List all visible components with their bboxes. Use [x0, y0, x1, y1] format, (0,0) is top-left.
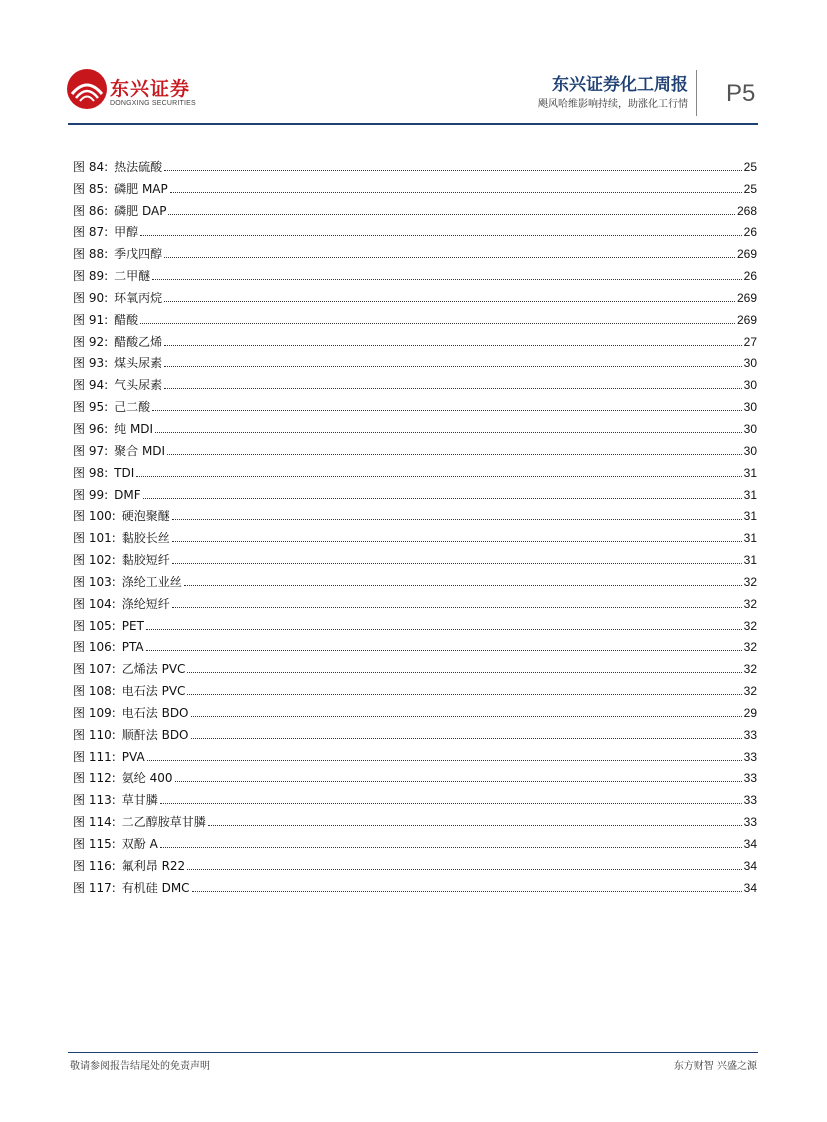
toc-entry-page: 33: [743, 793, 757, 808]
toc-entry-label: [73, 422, 153, 436]
page-number: P5: [726, 80, 756, 107]
toc-entry[interactable]: [73, 654, 757, 676]
toc-entry-number: 图 105:: [73, 618, 116, 633]
toc-entry[interactable]: [73, 829, 757, 851]
toc-leader-dots: [192, 891, 742, 892]
toc-entry-title: 甲醇: [114, 225, 139, 240]
toc-entry[interactable]: [73, 764, 757, 786]
dongxing-logo: [66, 68, 206, 114]
toc-entry-page: 31: [743, 509, 757, 524]
footer-disclaimer: 敬请参阅报告结尾处的免责声明: [70, 1061, 210, 1072]
toc-entry-number: 图 116:: [73, 858, 116, 873]
toc-leader-dots: [140, 323, 735, 324]
toc-leader-dots: [172, 563, 742, 564]
toc-entry-page: 30: [743, 378, 757, 393]
toc-leader-dots: [187, 672, 741, 673]
toc-entry-label: [73, 313, 138, 327]
toc-entry-title: 氨纶 400: [121, 771, 173, 786]
toc-entry-title: 黏胶短纤: [121, 553, 170, 568]
toc-entry-number: 图 108:: [73, 684, 116, 699]
toc-entry-page: 25: [743, 181, 757, 196]
toc-entry-number: 图 84:: [73, 159, 109, 174]
toc-leader-dots: [140, 235, 741, 236]
toc-entry-title: 电石法 BDO: [121, 705, 189, 720]
toc-leader-dots: [170, 192, 742, 193]
toc-entry[interactable]: [73, 589, 757, 611]
toc-leader-dots: [175, 781, 742, 782]
toc-entry-page: 31: [743, 553, 757, 568]
toc-entry-label: [73, 750, 145, 764]
toc-entry-title: 煤头尿素: [114, 356, 163, 371]
toc-entry-page: 30: [743, 400, 757, 415]
toc-entry[interactable]: [73, 152, 757, 174]
toc-entry[interactable]: [73, 785, 757, 807]
toc-entry[interactable]: [73, 305, 757, 327]
toc-entry-number: 图 102:: [73, 553, 116, 568]
toc-entry-title: 双酚 A: [121, 837, 158, 851]
toc-entry-page: 33: [743, 749, 757, 764]
toc-entry-title: 热法硫酸: [114, 159, 163, 174]
toc-entry[interactable]: [73, 545, 757, 567]
toc-leader-dots: [152, 279, 741, 280]
toc-leader-dots: [187, 869, 741, 870]
toc-entry-page: 27: [743, 334, 757, 349]
toc-entry-page: 32: [743, 618, 757, 633]
toc-leader-dots: [152, 410, 741, 411]
toc-entry-page: 269: [736, 247, 757, 262]
toc-entry-number: 图 100:: [73, 509, 116, 524]
toc-leader-dots: [172, 519, 742, 520]
toc-entry-label: [73, 771, 173, 785]
toc-entry-label: [73, 662, 185, 676]
toc-leader-dots: [167, 454, 742, 455]
toc-entry-label: [73, 684, 185, 698]
toc-leader-dots: [184, 585, 742, 586]
toc-entry-page: 30: [743, 443, 757, 458]
toc-entry[interactable]: [73, 370, 757, 392]
report-subtitle: 飓风哈维影响持续，助涨化工行情: [538, 99, 688, 110]
toc-entry-page: 34: [743, 858, 757, 873]
toc-entry-title: 草甘膦: [121, 793, 158, 808]
toc-leader-dots: [164, 301, 735, 302]
toc-entry-label: [73, 640, 144, 654]
toc-leader-dots: [191, 716, 742, 717]
toc-entry-label: [73, 204, 166, 218]
toc-entry-number: 图 96:: [73, 421, 109, 436]
toc-entry-label: [73, 553, 170, 567]
toc-entry-page: 33: [743, 771, 757, 786]
toc-entry-page: 32: [743, 574, 757, 589]
toc-entry-title: 二甲醚: [114, 269, 151, 284]
toc-entry-title: 醋酸: [114, 312, 139, 327]
toc-entry-number: 图 88:: [73, 247, 109, 262]
toc-entry-label: [73, 728, 189, 742]
toc-entry-label: [73, 335, 162, 349]
toc-entry-page: 34: [743, 880, 757, 895]
toc-entry-number: 图 89:: [73, 269, 109, 284]
toc-entry[interactable]: [73, 633, 757, 655]
toc-entry-title: 纯 MDI: [114, 421, 154, 436]
toc-entry-number: 图 98:: [73, 465, 109, 480]
toc-leader-dots: [187, 694, 741, 695]
toc-entry[interactable]: [73, 283, 757, 305]
toc-entry-page: 32: [743, 662, 757, 677]
toc-entry-page: 31: [743, 465, 757, 480]
toc-entry-title: 磷肥 MAP: [114, 181, 168, 196]
toc-entry[interactable]: [73, 807, 757, 829]
toc-entry[interactable]: [73, 174, 757, 196]
toc-leader-dots: [191, 738, 742, 739]
toc-entry-title: 己二酸: [114, 400, 151, 415]
toc-entry-page: 32: [743, 640, 757, 655]
toc-entry-page: 26: [743, 225, 757, 240]
header-rule: [68, 123, 758, 125]
toc-entry-page: 31: [743, 487, 757, 502]
toc-entry-title: 顺酐法 BDO: [121, 727, 189, 742]
toc-leader-dots: [172, 541, 742, 542]
toc-entry-label: [73, 793, 158, 807]
toc-entry-page: 30: [743, 421, 757, 436]
toc-entry-number: 图 92:: [73, 334, 109, 349]
toc-entry-number: 图 113:: [73, 793, 116, 808]
toc-entry-label: [73, 182, 168, 196]
toc-entry-title: 磷肥 DAP: [114, 203, 167, 218]
toc-entry-number: 图 91:: [73, 312, 109, 327]
toc-entry-title: PTA: [121, 640, 144, 655]
toc-entry-page: 26: [743, 269, 757, 284]
toc-entry-title: 硬泡聚醚: [121, 509, 170, 524]
toc-entry-number: 图 95:: [73, 400, 109, 415]
toc-entry-title: PVA: [121, 749, 145, 764]
toc-entry[interactable]: [73, 392, 757, 414]
header-separator: [696, 70, 697, 116]
toc-leader-dots: [160, 803, 742, 804]
toc-entry-page: 32: [743, 684, 757, 699]
footer-slogan: 东方财智 兴盛之源: [673, 1061, 757, 1072]
toc-entry[interactable]: [73, 218, 757, 240]
toc-entry[interactable]: [73, 611, 757, 633]
toc-leader-dots: [143, 498, 742, 499]
toc-entry[interactable]: [73, 873, 757, 895]
toc-entry-label: [73, 247, 162, 261]
toc-entry-label: [73, 444, 165, 458]
toc-entry[interactable]: [73, 458, 757, 480]
toc-entry-page: 30: [743, 356, 757, 371]
toc-entry-number: 图 109:: [73, 705, 116, 720]
toc-entry-number: 图 90:: [73, 290, 109, 305]
toc-entry-number: 图 97:: [73, 443, 109, 458]
toc-entry-title: 季戊四醇: [114, 247, 163, 262]
footer-rule: [68, 1052, 758, 1053]
toc-entry-page: 269: [736, 312, 757, 327]
toc-leader-dots: [164, 345, 741, 346]
toc-entry-page: 268: [736, 203, 757, 218]
toc-entry-label: [73, 575, 182, 589]
toc-entry-title: 氟利昂 R22: [121, 858, 186, 873]
toc-entry-label: [73, 531, 170, 545]
toc-leader-dots: [164, 170, 741, 171]
toc-leader-dots: [160, 847, 742, 848]
toc-entry[interactable]: [73, 261, 757, 283]
toc-entry[interactable]: [73, 676, 757, 698]
toc-entry-title: PET: [121, 618, 144, 633]
figure-index-list: [73, 152, 757, 895]
toc-entry-number: 图 87:: [73, 225, 109, 240]
toc-leader-dots: [146, 650, 742, 651]
toc-entry-label: [73, 488, 141, 502]
toc-entry-label: [73, 378, 162, 392]
toc-entry-page: 29: [743, 705, 757, 720]
toc-leader-dots: [208, 825, 742, 826]
toc-entry-label: [73, 881, 190, 895]
toc-entry-label: [73, 815, 206, 829]
toc-entry-number: 图 110:: [73, 727, 116, 742]
toc-leader-dots: [168, 214, 735, 215]
toc-leader-dots: [136, 476, 741, 477]
toc-entry-label: [73, 706, 189, 720]
toc-entry-number: 图 86:: [73, 203, 109, 218]
toc-entry-label: [73, 859, 185, 873]
toc-entry-number: 图 115:: [73, 837, 116, 851]
toc-entry-title: 乙烯法 PVC: [121, 662, 186, 677]
toc-entry[interactable]: [73, 436, 757, 458]
toc-entry-number: 图 114:: [73, 815, 116, 830]
toc-entry-title: 气头尿素: [114, 378, 163, 393]
toc-entry-page: 269: [736, 290, 757, 305]
toc-entry-title: 聚合 MDI: [114, 443, 166, 458]
toc-entry-title: 涤纶短纤: [121, 596, 170, 611]
toc-entry[interactable]: [73, 327, 757, 349]
logo-text-cn: 东兴证券: [110, 78, 191, 100]
toc-leader-dots: [164, 388, 741, 389]
toc-leader-dots: [147, 760, 742, 761]
toc-entry-number: 图 93:: [73, 356, 109, 371]
toc-entry-number: 图 112:: [73, 771, 116, 786]
toc-entry-title: 有机硅 DMC: [121, 880, 190, 895]
toc-entry-label: [73, 160, 162, 174]
toc-entry[interactable]: [73, 567, 757, 589]
toc-entry-label: [73, 291, 162, 305]
toc-leader-dots: [146, 629, 742, 630]
toc-entry-number: 图 104:: [73, 596, 116, 611]
toc-entry-label: [73, 466, 134, 480]
toc-entry-title: 黏胶长丝: [121, 531, 170, 546]
toc-entry-label: [73, 400, 150, 414]
report-title: 东兴证券化工周报: [552, 75, 688, 95]
toc-entry[interactable]: [73, 698, 757, 720]
toc-entry-title: 二乙醇胺草甘膦: [121, 815, 206, 830]
toc-entry-page: 25: [743, 159, 757, 174]
toc-entry-label: [73, 619, 144, 633]
toc-entry-title: 电石法 PVC: [121, 684, 186, 699]
toc-entry[interactable]: [73, 414, 757, 436]
toc-entry[interactable]: [73, 196, 757, 218]
toc-entry-label: [73, 837, 158, 851]
toc-entry-number: 图 101:: [73, 531, 116, 546]
toc-entry-number: 图 99:: [73, 487, 109, 502]
toc-entry-page: 34: [743, 837, 757, 851]
toc-entry-label: [73, 597, 170, 611]
toc-entry-title: 环氧丙烷: [114, 290, 163, 305]
toc-entry-label: [73, 356, 162, 370]
toc-leader-dots: [172, 607, 742, 608]
toc-entry-number: 图 103:: [73, 574, 116, 589]
toc-entry-title: DMF: [114, 487, 141, 502]
toc-entry-title: TDI: [114, 465, 135, 480]
toc-entry-title: 醋酸乙烯: [114, 334, 163, 349]
toc-entry-number: 图 117:: [73, 880, 116, 895]
toc-entry-number: 图 94:: [73, 378, 109, 393]
toc-leader-dots: [164, 257, 735, 258]
toc-entry[interactable]: [73, 502, 757, 524]
toc-entry[interactable]: [73, 851, 757, 873]
toc-entry-label: [73, 269, 150, 283]
dongxing-emblem-icon: [66, 68, 108, 110]
toc-entry-title: 涤纶工业丝: [121, 574, 182, 589]
logo-text-en: DONGXING SECURITIES: [110, 100, 196, 107]
toc-entry[interactable]: [73, 349, 757, 371]
toc-entry-label: [73, 509, 170, 523]
toc-leader-dots: [164, 366, 741, 367]
toc-entry[interactable]: [73, 742, 757, 764]
toc-entry-number: 图 85:: [73, 181, 109, 196]
toc-entry[interactable]: [73, 523, 757, 545]
toc-entry[interactable]: [73, 720, 757, 742]
toc-entry-number: 图 106:: [73, 640, 116, 655]
toc-entry[interactable]: [73, 480, 757, 502]
toc-entry-label: [73, 225, 138, 239]
toc-leader-dots: [155, 432, 742, 433]
toc-entry-page: 33: [743, 815, 757, 830]
toc-entry-page: 33: [743, 727, 757, 742]
toc-entry-number: 图 107:: [73, 662, 116, 677]
toc-entry-page: 32: [743, 596, 757, 611]
toc-entry-number: 图 111:: [73, 749, 116, 764]
toc-entry[interactable]: [73, 239, 757, 261]
toc-entry-page: 31: [743, 531, 757, 546]
